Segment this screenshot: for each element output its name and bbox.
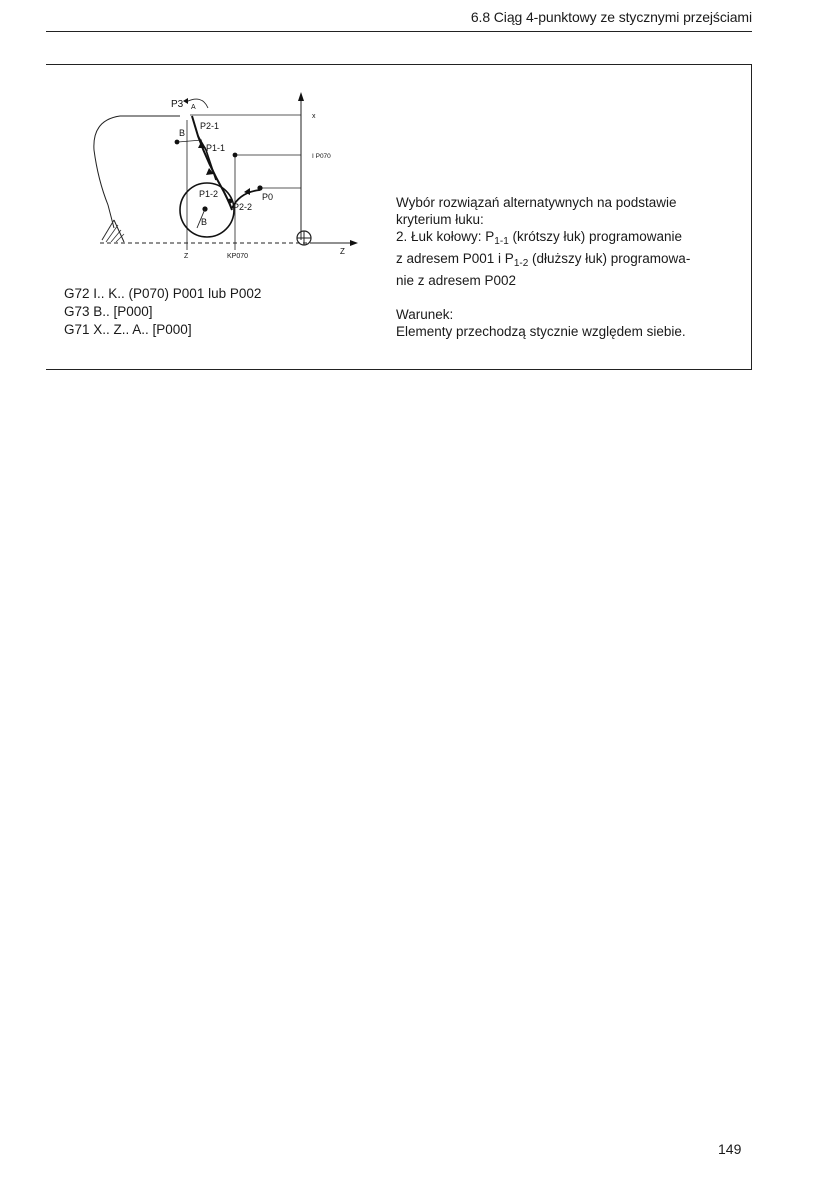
workpiece-outline — [94, 116, 180, 228]
g-code-line: G71 X.. Z.. A.. [P000] — [64, 322, 192, 337]
box-top-rule — [46, 64, 752, 65]
p1-1-point — [233, 153, 238, 158]
tangent-arc-diagram — [80, 80, 370, 270]
condition-label: Warunek: — [396, 307, 454, 322]
header-rule — [46, 31, 752, 32]
label-p1-2: P1-2 — [199, 189, 219, 199]
label-b: B — [179, 128, 186, 138]
label-p1-1: P1-1 — [206, 143, 226, 153]
x-axis-arrowhead — [298, 92, 304, 101]
description-text — [396, 194, 730, 340]
g-code-block — [64, 285, 261, 339]
label-p2-1: P2-1 — [200, 121, 220, 131]
label-kp070: KP070 — [227, 253, 249, 260]
p0-point — [257, 185, 262, 190]
box-bottom-rule — [46, 369, 752, 370]
angle-a-arc — [186, 99, 208, 108]
description-line: Wybór rozwiązań alternatywnych na podstawie — [396, 195, 677, 210]
description-line: nie z adresem P002 — [396, 273, 517, 288]
label-z-small: Z — [184, 253, 189, 260]
b-marker-dot — [175, 140, 180, 145]
section-title: 6.8 Ciąg 4-punktowy ze stycznymi przejściami — [470, 9, 752, 25]
label-p0: P0 — [262, 192, 274, 202]
page-number: 149 — [718, 1141, 742, 1157]
description-line: kryterium łuku: — [396, 212, 484, 227]
label-p3: P3 — [171, 99, 184, 110]
label-a: A — [191, 104, 196, 111]
label-ip070: I P070 — [312, 153, 331, 160]
g-code-line: G73 B.. [P000] — [64, 304, 153, 319]
z-axis-arrowhead — [350, 240, 358, 246]
label-p2-2: P2-2 — [233, 202, 253, 212]
label-z-axis: Z — [340, 247, 345, 256]
description-line: z adresem P001 i $P_{1-2}$ (dłuższy łuk) programowa- — [396, 251, 691, 269]
g-code-line: G72 I.. K.. (P070) P001 lub P002 — [64, 286, 262, 301]
b-marker-line — [178, 140, 202, 142]
description-line: 2. Łuk kołowy: $P_{1-1}$ (krótszy łuk) programowanie — [396, 229, 683, 247]
label-x-small: x — [312, 113, 316, 120]
p2-2-point — [228, 199, 233, 204]
condition-text: Elementy przechodzą stycznie względem siebie. — [396, 324, 686, 339]
label-b-center: B — [201, 217, 208, 227]
box-right-rule — [751, 64, 752, 369]
